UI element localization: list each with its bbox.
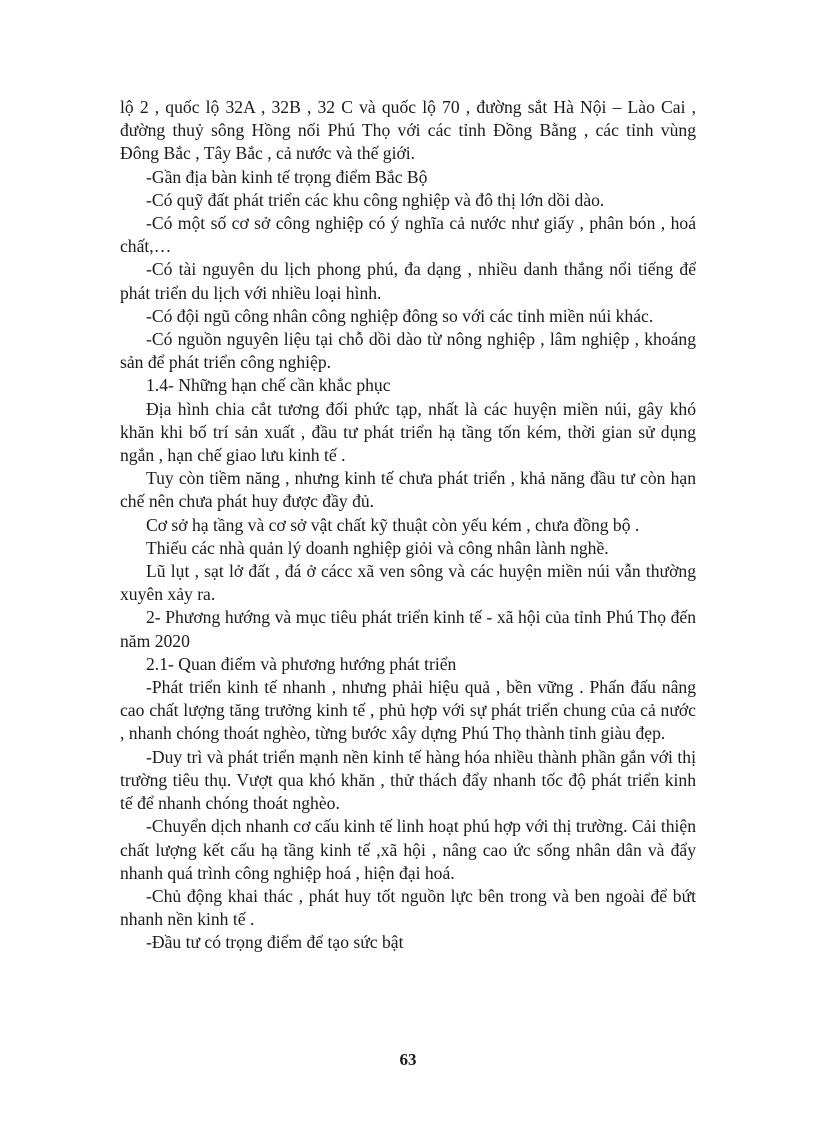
- paragraph: Thiếu các nhà quản lý doanh nghiệp giỏi và công nhân lành nghề.: [146, 537, 609, 558]
- paragraph: -Có một số cơ sở công nghiệp có ý nghĩa cả nước như giấy , phân bón , hoá chất,…: [120, 213, 696, 257]
- paragraph: -Có tài nguyên du lịch phong phú, đa dạng , nhiều danh thắng nổi tiếng để phát triển du lịch với nhiều loại hình.: [120, 259, 696, 303]
- paragraph: Tuy còn tiềm năng , nhưng kinh tế chưa phát triển , khả năng đầu tư còn hạn chế nên chưa phát huy được đầy đủ.: [120, 468, 696, 512]
- paragraph: Lũ lụt , sạt lở đất , đá ở cácc xã ven sông và các huyện miền núi vẫn thường xuyên xảy ra.: [120, 561, 696, 605]
- paragraph: -Đầu tư có trọng điểm để tạo sức bật: [146, 932, 404, 953]
- section-heading: 2- Phương hướng và mục tiêu phát triển kinh tế - xã hội của tỉnh Phú Thọ đến năm 2020: [120, 607, 696, 651]
- paragraph: Địa hình chia cắt tương đối phức tạp, nhất là các huyện miền núi, gây khó khăn khi bố trí sản xuất , đầu tư phát triển hạ tầng tốn kém, thời gian sử dụng ngắn , hạn chế giao lưu kinh tế .: [120, 398, 696, 466]
- paragraph: -Gần địa bàn kinh tế trọng điểm Bắc Bộ: [146, 166, 428, 187]
- page-number: 63: [399, 1050, 417, 1069]
- paragraph: -Chuyển dịch nhanh cơ cấu kinh tế linh hoạt phú hợp với thị trường. Cải thiện chất lượng kết cấu hạ tầng kinh tế ,xã hội , nâng cao ức sống nhân dân và đẩy nhanh quá trình công nghiệp hoá , hiện đại hoá.: [120, 816, 696, 883]
- section-heading: 1.4- Những hạn chế cần khắc phục: [146, 375, 391, 396]
- paragraph: lộ 2 , quốc lộ 32A , 32B , 32 C và quốc lộ 70 , đường sắt Hà Nội – Lào Cai , đường thuỷ sông Hồng nối Phú Thọ với các tỉnh Đồng Bằng , các tỉnh vùng Đông Bắc , Tây Bắc , cả nước và thế giới.: [120, 97, 696, 164]
- paragraph: -Có đội ngũ công nhân công nghiệp đông so với các tỉnh miền núi khác.: [146, 305, 654, 326]
- paragraph: -Chủ động khai thác , phát huy tốt nguồn lực bên trong và ben ngoài để bứt nhanh nền kinh tế .: [120, 885, 696, 930]
- paragraph: -Duy trì và phát triển mạnh nền kinh tế hàng hóa nhiều thành phần gắn với thị trường tiêu thụ. Vượt qua khó khăn , thử thách đẩy nhanh tốc độ phát triển kinh tế để nhanh chóng thoát nghèo.: [120, 746, 696, 814]
- paragraph: -Phát triển kinh tế nhanh , nhưng phải hiệu quả , bền vững . Phấn đấu nâng cao chất lượng tăng trưởng kinh tế , phủ hợp với sự phát triển chung của cả nước , nhanh chóng thoát nghèo, từng bước xây dựng Phú Thọ thành tỉnh giàu đẹp.: [120, 677, 696, 744]
- paragraph: Cơ sở hạ tầng và cơ sở vật chất kỹ thuật còn yếu kém , chưa đồng bộ .: [146, 514, 640, 535]
- paragraph: -Có nguồn nguyên liệu tại chỗ dồi dào từ nông nghiệp , lâm nghiệp , khoáng sản để phát triển công nghiệp.: [120, 329, 696, 373]
- paragraph: -Có quỹ đất phát triển các khu công nghiệp và đô thị lớn dồi dào.: [146, 189, 605, 210]
- section-heading: 2.1- Quan điểm và phương hướng phát triển: [146, 653, 457, 674]
- page-body: [120, 96, 696, 955]
